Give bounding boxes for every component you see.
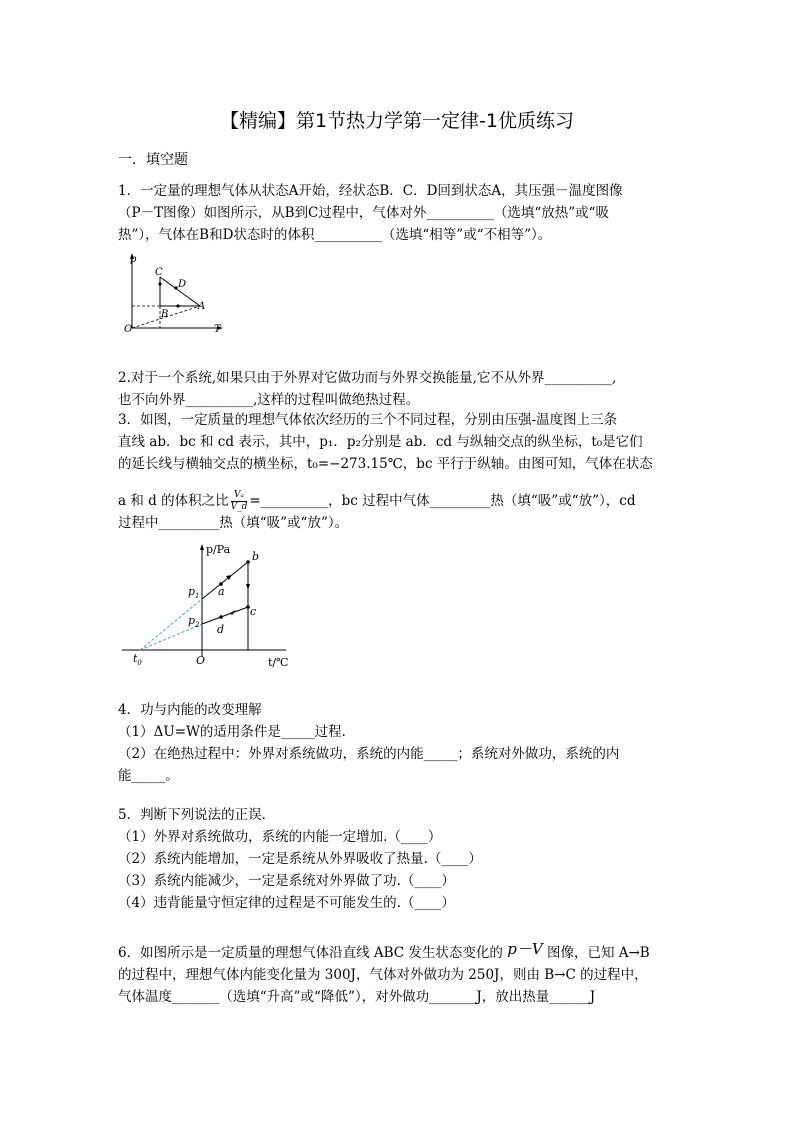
q3-b-label: b [252,550,260,563]
q3-line-5: 过程中_________热（填“吸”或“放”）。 [118,515,349,531]
q3-pt-diagram [118,538,308,668]
q1-D-label: D [178,279,187,290]
q6-line-2: 的过程中，理想气体内能变化量为 300J，气体对外做功为 250J，则由 B→C 的过程中， [118,967,648,983]
q2-line-1: 2.对于一个系统,如果只由于外界对它做功而与外界交换能量,它不从外界__________, [118,370,617,386]
q1-B-label: B [161,309,169,320]
question-2 [118,367,678,411]
q1-line-3: 热”），气体在B和D状态时的体积__________（选填“相等”或“不相等”）。 [118,227,552,243]
q3-p1-label: $p_1$ [188,585,200,600]
q3-p2-label: $p_2$ [188,614,200,629]
question-5 [118,804,678,914]
page-title: 【精编】第1节热力学第一定律-1优质练习 [219,110,575,132]
q4-line-2: （1）ΔU=W的适用条件是_____过程． [118,724,356,740]
q3-line-4b: =__________，bc 过程中气体_________热（填“吸”或“放”），cd [249,493,636,509]
question-1 [118,180,678,246]
q2-line-2: 也不向外界__________,这样的过程叫做绝热过程。 [118,392,420,408]
fraction-numerator: Vₐ [231,490,248,502]
question-3 [118,409,678,475]
q5-line-1: 5．判断下列说法的正误． [118,807,276,823]
q3-line-4a: a 和 d 的体积之比 [118,493,229,509]
q6-line-1a: 6．如图所示是一定质量的理想气体沿直线 ABC 发生状态变化的 [118,945,503,961]
pv-label: p－V [507,940,543,958]
q5-line-3: （2）系统内能增加，一定是系统从外界吸收了热量.（____） [118,851,482,867]
q3-line-2: 直线 ab．bc 和 cd 表示，其中，p₁．p₂分别是 ab．cd 与纵轴交点的纵坐标，t₀是它们 [118,434,643,450]
q1-line-1: 1．一定量的理想气体从状态A开始，经状态B．C．D回到状态A，其压强－温度图像 [118,183,623,199]
q5-line-4: （3）系统内能减少，一定是系统对外界做了功.（____） [118,873,455,889]
q6-line-3: 气体温度_______（选填“升高”或“降低”），对外做功_______J，放出热量______J [118,989,596,1005]
q6-line-1b: 图像，已知 A→B [546,945,650,961]
q3-a-label: a [218,585,225,598]
q6-line-1 [118,938,678,964]
q1-T-axis-label: T [214,324,221,335]
q1-A-label: A [198,301,206,312]
q3-origin-label: O [196,654,206,667]
q3-t0-label: $t_0$ [133,652,142,667]
q1-C-label: C [155,267,163,278]
volume-ratio-fraction [231,490,248,513]
q1-line-2: （P－T图像）如图所示，从B到C过程中，气体对外__________（选填“放热”或“吸 [118,205,610,221]
q3-t-axis-label: t/℃ [268,656,289,668]
question-4 [118,699,678,787]
q1-origin-label: O [124,324,133,335]
q4-line-4: 能_____。 [118,768,179,784]
q3-p-axis-label: p/Pa [206,543,231,556]
q3-d-label: d [217,623,225,636]
q1-pt-diagram [120,250,230,335]
q4-line-3: （2）在绝热过程中：外界对系统做功，系统的内能_____；系统对外做功，系统的内 [118,746,620,762]
q4-line-1: 4．功与内能的改变理解 [118,702,262,718]
question-6 [118,938,678,1008]
q3-line-3: 的延长线与横轴交点的横坐标，t₀=−273.15℃，bc 平行于纵轴。由图可知，气体在状态 [118,456,653,472]
q5-line-5: （4）违背能量守恒定律的过程是不可能发生的.（____） [118,895,455,911]
q5-line-2: （1）外界对系统做功，系统的内能一定增加.（____） [118,829,442,845]
q3-line-5-wrap [118,512,678,534]
section-heading: 一．填空题 [118,152,188,168]
q3-line-1: 3．如图，一定质量的理想气体依次经历的三个不同过程，分别由压强-温度图上三条 [118,412,618,428]
q3-line-4 [118,490,678,513]
q1-p-axis-label: p [130,254,137,265]
q3-c-label: c [250,605,257,618]
fraction-denominator: V_d [230,502,248,512]
